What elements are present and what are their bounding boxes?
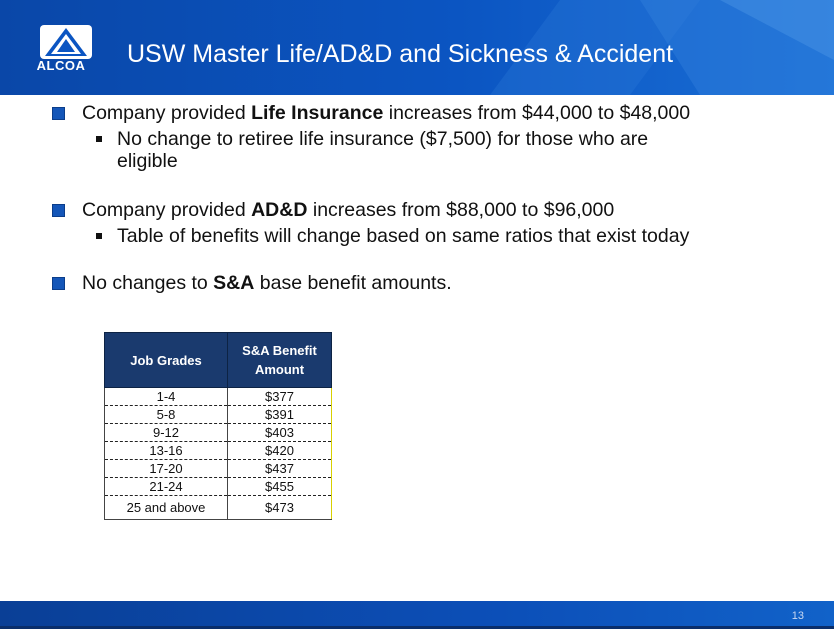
cell-amount: $403 [228,424,332,442]
table-row [105,460,332,478]
sub-bullet-icon [96,233,102,239]
table-row [105,424,332,442]
bullet-square-icon [52,277,65,290]
bullet-text: Company provided [82,102,252,124]
bullet-bold-text: Life Insurance [251,102,384,124]
bullet-text: Company provided [82,199,252,221]
bullet-square-icon [52,107,65,120]
cell-amount: $420 [228,442,332,460]
bullet-square-icon [52,204,65,217]
bullet-text: increases from $88,000 to $96,000 [307,199,615,221]
sa-benefit-table [104,332,332,520]
column-header-job-grades: Job Grades [105,333,228,388]
cell-grade: 17-20 [105,460,228,478]
bullet-bold-text: AD&D [251,199,308,221]
cell-amount: $455 [228,478,332,496]
cell-grade: 25 and above [105,496,228,520]
cell-grade: 13-16 [105,442,228,460]
cell-amount: $473 [228,496,332,520]
cell-grade: 5-8 [105,406,228,424]
sub-bullet-text: Table of benefits will change based on same ratios that exist today [117,225,690,247]
slide-title: USW Master Life/AD&D and Sickness & Accident [127,40,674,68]
sub-bullet-icon [96,136,102,142]
sub-bullet-text: No change to retiree life insurance ($7,500) for those who are [117,128,649,150]
table-row [105,388,332,406]
cell-grade: 9-12 [105,424,228,442]
slide-footer [0,601,834,629]
table-row [105,496,332,520]
logo-text: ALCOA [36,58,86,73]
bullet-bold-text: S&A [213,272,255,294]
page-number: 13 [791,610,804,622]
table-header-row [105,333,332,388]
cell-grade: 1-4 [105,388,228,406]
bullet-text: No changes to [82,272,214,294]
cell-amount: $437 [228,460,332,478]
table-row [105,406,332,424]
cell-amount: $391 [228,406,332,424]
slide-header [0,0,834,95]
header-line: Amount [254,362,305,377]
column-header-benefit-amount [228,333,332,388]
sub-bullet-text-continued: eligible [117,150,178,172]
bullet-text: increases from $44,000 to $48,000 [383,102,691,124]
table-row [105,442,332,460]
cell-amount: $377 [228,388,332,406]
header-line: S&A Benefit [242,343,317,358]
cell-grade: 21-24 [105,478,228,496]
bullet-text: base benefit amounts. [254,272,452,294]
table-row [105,478,332,496]
